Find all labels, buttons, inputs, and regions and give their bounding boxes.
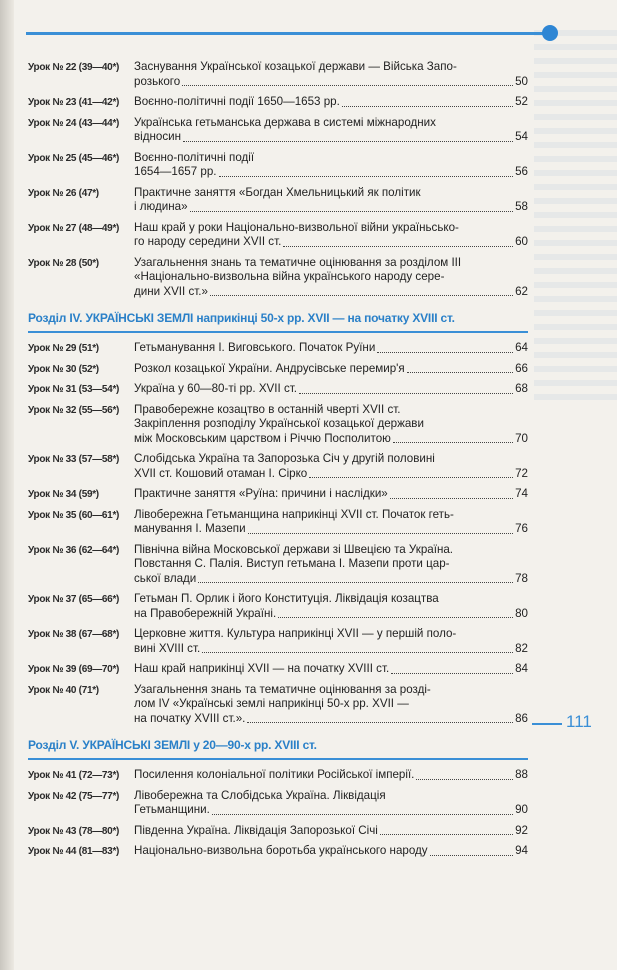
lesson-title-line xyxy=(134,116,528,131)
toc-entry xyxy=(28,403,528,447)
lesson-title-line xyxy=(134,522,528,537)
lesson-number: Урок № 27 (48—49*) xyxy=(28,222,120,234)
lesson-title-text: XVII ст. Кошовий отаман І. Сірко xyxy=(134,466,308,480)
dot-leader xyxy=(283,246,513,247)
lesson-title xyxy=(134,221,528,250)
lesson-title-text: Гетьманування І. Виговського. Початок Руїни xyxy=(134,341,376,354)
dot-leader xyxy=(210,295,513,296)
page-ref: 90 xyxy=(515,803,528,816)
lesson-title-line xyxy=(134,467,528,482)
lesson-title-text: Воєнно-політичні події xyxy=(134,150,255,164)
lesson-title-line xyxy=(134,697,528,712)
dot-leader xyxy=(198,582,513,583)
page-ref: 70 xyxy=(515,431,528,445)
dot-leader xyxy=(183,141,513,142)
lesson-number: Урок № 34 (59*) xyxy=(28,489,99,500)
dot-leader xyxy=(182,85,513,86)
dot-leader xyxy=(299,393,513,394)
lesson-title-line xyxy=(134,362,528,377)
section-iv-rule xyxy=(28,331,528,333)
lesson-title xyxy=(134,768,528,783)
lesson-title xyxy=(134,452,528,481)
toc-entry xyxy=(28,683,528,727)
dot-leader xyxy=(309,477,513,478)
lesson-number: Урок № 40 (71*) xyxy=(28,684,99,696)
lesson-title-line xyxy=(134,432,528,447)
lesson-title xyxy=(134,543,528,587)
page-ref: 86 xyxy=(515,711,528,725)
toc-entry xyxy=(28,95,528,110)
lesson-title-line xyxy=(134,256,528,271)
lesson-title xyxy=(134,487,528,502)
lesson-title-text: відносин xyxy=(134,130,182,143)
toc-entry xyxy=(28,382,528,397)
lesson-title xyxy=(134,683,528,727)
lesson-title-line xyxy=(134,803,528,818)
toc-entry xyxy=(28,487,528,502)
lesson-number: Урок № 22 (39—40*) xyxy=(28,62,120,73)
lesson-title-line xyxy=(134,165,528,180)
toc-entry xyxy=(28,116,528,145)
lesson-title-line xyxy=(134,130,528,145)
lesson-title xyxy=(134,508,528,537)
lesson-number: Урок № 30 (52*) xyxy=(28,363,99,375)
dot-leader xyxy=(377,352,513,353)
lesson-title-line xyxy=(134,75,528,90)
lesson-title xyxy=(134,186,528,215)
dot-leader xyxy=(219,176,514,177)
lesson-title-text: го народу середини XVII ст. xyxy=(134,235,282,248)
dot-leader xyxy=(248,533,514,534)
lesson-number: Урок № 39 (69—70*) xyxy=(28,664,120,675)
lesson-title-text: Заснування Української козацької держави — Війська Запо- xyxy=(134,60,457,73)
page-number: 111 xyxy=(566,712,592,731)
lesson-number: Урок № 29 (51*) xyxy=(28,343,99,354)
lesson-title-text: на Правобережній Україні. xyxy=(134,606,277,620)
lesson-title-text: розького xyxy=(134,74,181,88)
lesson-title-text: і людина» xyxy=(134,200,188,213)
lesson-title-text: Наш край наприкінці XVII — на початку XVIII ст. xyxy=(134,662,390,675)
lesson-title-line xyxy=(134,508,528,523)
lesson-title xyxy=(134,95,528,110)
lesson-title-text: Українська гетьманська держава в системі міжнародних xyxy=(134,115,436,129)
section-v-rule xyxy=(28,758,528,760)
lesson-title-text: між Московським царством і Річчю Посполитою xyxy=(134,431,391,445)
lesson-title-text: Північна війна Московської держави зі Швецією та Україна. xyxy=(134,542,454,556)
lesson-title-line xyxy=(134,683,528,698)
lesson-title-line xyxy=(134,592,528,607)
page-ref: 94 xyxy=(515,844,528,857)
lesson-title-line xyxy=(134,662,528,677)
lesson-title-line xyxy=(134,543,528,558)
dot-leader xyxy=(278,617,513,618)
lesson-title-text: Лівобережна та Слобідська Україна. Ліквідація xyxy=(134,788,386,802)
lesson-title-text: Розкол козацької України. Андрусівське перемир'я xyxy=(134,361,405,375)
lesson-title-line xyxy=(134,768,528,783)
lesson-title-line xyxy=(134,572,528,587)
lesson-number: Урок № 37 (65—66*) xyxy=(28,594,120,605)
toc-entry xyxy=(28,452,528,481)
lesson-title-text: Слобідська Україна та Запорозька Січ у другій половині xyxy=(134,452,435,465)
dot-leader xyxy=(380,834,513,835)
page-ref: 78 xyxy=(515,571,528,585)
dot-leader xyxy=(390,498,513,499)
page-ref: 72 xyxy=(515,466,528,480)
lesson-title xyxy=(134,382,528,397)
toc-entry xyxy=(28,221,528,250)
lesson-title-text: вині XVIII ст. xyxy=(134,641,201,655)
lesson-number: Урок № 26 (47*) xyxy=(28,187,99,199)
show-through-texture xyxy=(534,30,617,400)
lesson-title-line xyxy=(134,200,528,215)
lesson-number: Урок № 33 (57—58*) xyxy=(28,454,120,465)
lesson-number: Урок № 43 (78—80*) xyxy=(28,825,120,837)
page-ref: 66 xyxy=(515,361,528,375)
page-ref: 64 xyxy=(515,341,528,354)
toc-entry xyxy=(28,186,528,215)
section-v-title: Розділ V. УКРАЇНСЬКІ ЗЕМЛІ у 20—90-х рр. XVIII ст. xyxy=(28,738,317,752)
dot-leader xyxy=(190,211,514,212)
lesson-title-text: Узагальнення знань та тематичне оцінювання за розділом III xyxy=(134,255,462,269)
header-dot xyxy=(542,25,558,41)
page-ref: 62 xyxy=(515,284,528,298)
page-ref: 92 xyxy=(515,823,528,837)
page-ref: 54 xyxy=(515,130,528,143)
lessons-section-iv xyxy=(28,341,528,726)
lesson-title xyxy=(134,844,528,859)
page-ref: 56 xyxy=(515,165,528,178)
dot-leader xyxy=(342,106,513,107)
lesson-title-line xyxy=(134,824,528,839)
lesson-title-line xyxy=(134,627,528,642)
lesson-title xyxy=(134,403,528,447)
toc-entry xyxy=(28,789,528,818)
dot-leader xyxy=(391,673,513,674)
page-ref: 82 xyxy=(515,641,528,655)
dot-leader xyxy=(212,814,513,815)
lesson-title-text: Церковне життя. Культура наприкінці XVII — у першій поло- xyxy=(134,627,457,640)
lesson-title-line xyxy=(134,60,528,75)
lesson-title-text: «Національно-визвольна війна українського народу сере- xyxy=(134,270,445,283)
lesson-number: Урок № 31 (53—54*) xyxy=(28,384,120,395)
page-ref: 52 xyxy=(515,95,528,108)
lessons-section-iii xyxy=(28,60,528,299)
lesson-number: Урок № 41 (72—73*) xyxy=(28,770,120,781)
lesson-title-line xyxy=(134,270,528,285)
lesson-number: Урок № 23 (41—42*) xyxy=(28,97,120,108)
toc-entry xyxy=(28,256,528,300)
lesson-title-line xyxy=(134,403,528,418)
toc-entry xyxy=(28,592,528,621)
toc-entry xyxy=(28,508,528,537)
toc-entry xyxy=(28,60,528,89)
lesson-title-text: Воєнно-політичні події 1650—1653 рр. xyxy=(134,95,340,108)
lesson-title-text: Лівобережна Гетьманщина наприкінці XVII ст. Початок геть- xyxy=(134,507,454,521)
lesson-title xyxy=(134,789,528,818)
lesson-title-text: Посилення колоніальної політики Російської імперії. xyxy=(134,768,415,781)
toc-entry xyxy=(28,824,528,839)
lesson-title-text: Узагальнення знань та тематичне оцінювання за розді- xyxy=(134,682,431,696)
page-ref: 88 xyxy=(515,768,528,781)
lesson-number: Урок № 38 (67—68*) xyxy=(28,629,120,640)
page-ref: 68 xyxy=(515,382,528,395)
table-of-contents xyxy=(28,60,528,865)
lesson-title xyxy=(134,256,528,300)
lesson-title-line xyxy=(134,642,528,657)
lesson-title-text: Практичне заняття «Руїна: причини і наслідки» xyxy=(134,487,388,500)
toc-entry xyxy=(28,543,528,587)
lesson-title-line xyxy=(134,844,528,859)
lesson-title xyxy=(134,627,528,656)
page-ref: 76 xyxy=(515,522,528,535)
lesson-title-line xyxy=(134,235,528,250)
lesson-title-line xyxy=(134,789,528,804)
lesson-title-text: Національно-визвольна боротьба українського народу xyxy=(134,844,428,857)
lesson-title xyxy=(134,824,528,839)
page-ref: 58 xyxy=(515,200,528,213)
lesson-title-text: Наш край у роки Національно-визвольної війни україньсько- xyxy=(134,220,459,234)
dot-leader xyxy=(247,722,513,723)
lesson-title-text: манування І. Мазепи xyxy=(134,522,246,535)
lesson-title-text: Південна Україна. Ліквідація Запорозької Січі xyxy=(134,823,378,837)
lesson-title-line xyxy=(134,95,528,110)
lesson-title-line xyxy=(134,151,528,166)
lesson-title-text: дини XVII ст.» xyxy=(134,284,208,298)
dot-leader xyxy=(393,442,513,443)
lesson-title xyxy=(134,341,528,356)
lesson-title-line xyxy=(134,607,528,622)
toc-entry xyxy=(28,844,528,859)
dot-leader xyxy=(407,372,513,373)
lesson-title xyxy=(134,60,528,89)
lesson-title-line xyxy=(134,221,528,236)
lesson-title xyxy=(134,116,528,145)
lesson-title-text: лом IV «Українські землі наприкінці 50-х рр. XVII — xyxy=(134,697,409,710)
lesson-title-line xyxy=(134,341,528,356)
page-binding-shadow xyxy=(0,0,14,970)
lesson-title-text: на початку XVIII ст.». xyxy=(134,711,246,725)
lesson-number: Урок № 35 (60—61*) xyxy=(28,509,120,521)
lesson-number: Урок № 28 (50*) xyxy=(28,257,99,269)
page-ref: 60 xyxy=(515,235,528,248)
lesson-title-text: Практичне заняття «Богдан Хмельницький як політик xyxy=(134,185,421,199)
lesson-title xyxy=(134,151,528,180)
lesson-title-line xyxy=(134,557,528,572)
lesson-number: Урок № 24 (43—44*) xyxy=(28,117,120,129)
page-ref: 74 xyxy=(515,487,528,500)
toc-entry xyxy=(28,662,528,677)
lessons-section-v xyxy=(28,768,528,859)
lesson-title-text: Закріплення розподілу Української козацької держави xyxy=(134,417,424,430)
lesson-number: Урок № 42 (75—77*) xyxy=(28,790,120,802)
lesson-number: Урок № 32 (55—56*) xyxy=(28,404,120,416)
lesson-title-text: Гетьман П. Орлик і його Конституція. Ліквідація козацтва xyxy=(134,592,439,605)
toc-entry xyxy=(28,341,528,356)
lesson-title xyxy=(134,592,528,621)
section-iv-title: Розділ IV. УКРАЇНСЬКІ ЗЕМЛІ наприкінці 50-х рр. XVII — на початку XVIII ст. xyxy=(28,311,455,325)
lesson-title-text: 1654—1657 рр. xyxy=(134,165,217,178)
lesson-title xyxy=(134,662,528,677)
lesson-title-text: Повстання С. Палія. Виступ гетьмана І. Мазепи проти цар- xyxy=(134,557,450,570)
toc-entry xyxy=(28,362,528,377)
header-rule xyxy=(26,32,546,35)
lesson-title-line xyxy=(134,452,528,467)
lesson-title-line xyxy=(134,382,528,397)
page-ref: 50 xyxy=(515,74,528,88)
lesson-number: Урок № 25 (45—46*) xyxy=(28,152,120,164)
lesson-number: Урок № 44 (81—83*) xyxy=(28,846,120,857)
dot-leader xyxy=(416,779,513,780)
lesson-title-line xyxy=(134,487,528,502)
toc-entry xyxy=(28,627,528,656)
page-ref: 80 xyxy=(515,606,528,620)
lesson-title-text: Гетьманщини. xyxy=(134,803,210,816)
lesson-title-text: ської влади xyxy=(134,571,197,585)
lesson-title xyxy=(134,362,528,377)
lesson-title-line xyxy=(134,186,528,201)
toc-entry xyxy=(28,151,528,180)
lesson-number: Урок № 36 (62—64*) xyxy=(28,544,120,556)
page-ref: 84 xyxy=(515,662,528,675)
page-number-rule xyxy=(532,723,562,725)
lesson-title-text: Україна у 60—80-ті рр. XVII ст. xyxy=(134,382,297,395)
lesson-title-line xyxy=(134,417,528,432)
dot-leader xyxy=(202,652,513,653)
dot-leader xyxy=(430,855,513,856)
lesson-title-text: Правобережне козацтво в останній чверті XVII ст. xyxy=(134,402,401,416)
lesson-title-line xyxy=(134,285,528,300)
lesson-title-line xyxy=(134,712,528,727)
toc-entry xyxy=(28,768,528,783)
